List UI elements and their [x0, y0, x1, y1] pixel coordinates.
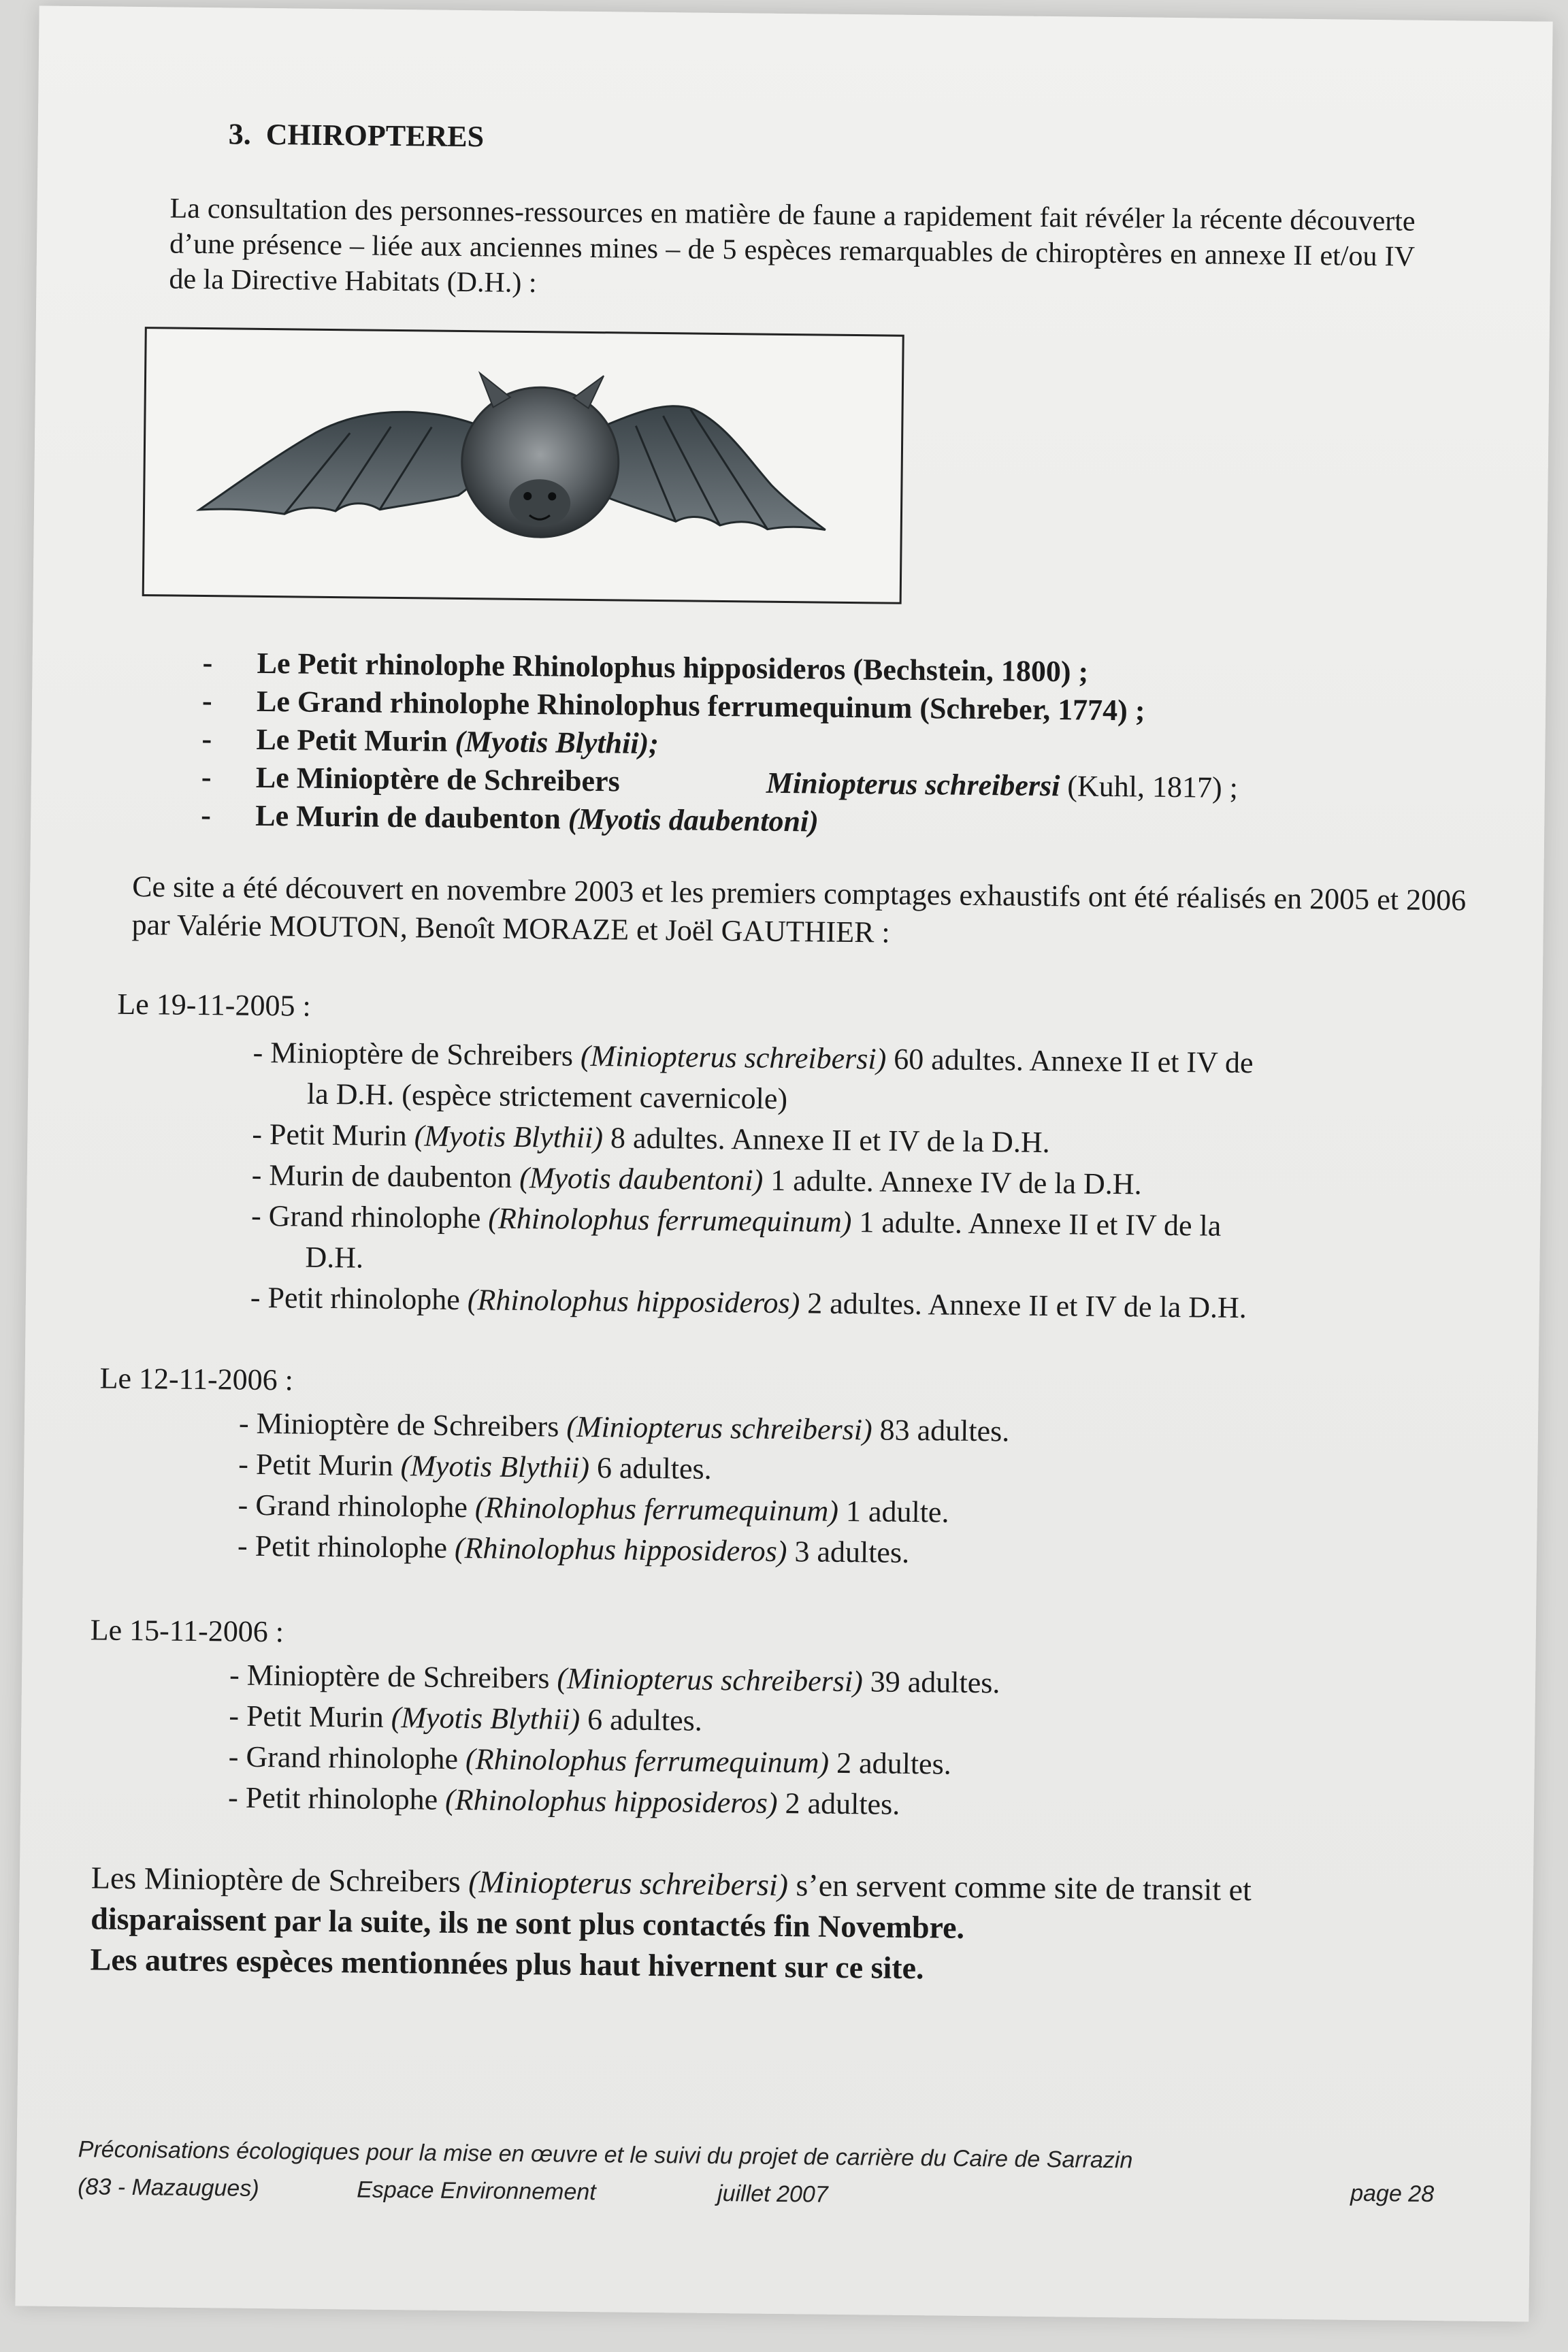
species-latin: Miniopterus schreibersi — [766, 766, 1060, 803]
observation-date: Le 19-11-2005 : — [117, 987, 311, 1023]
list-item: - Minioptère de Schreibers (Miniopterus schreibersi) 60 adultes. Annexe II et IV de — [252, 1035, 1254, 1080]
intro-paragraph: La consultation des personnes-ressources en matière de faune a rapidement fait révéler la récente découverte d’une présence – liée aux anciennes mines – de 5 espèces remarquables de chiroptères en annexe II et/ou IV de la Directive Habitats (D.H.) : — [169, 193, 1416, 299]
bat-illustration — [144, 329, 902, 602]
section-title: CHIROPTERES — [265, 117, 485, 154]
observation-list — [238, 1403, 1464, 1580]
list-item: - Le Minioptère de Schreibers Miniopterus schreibersi (Kuhl, 1817) ; — [201, 758, 1358, 808]
species-common: Le Minioptère de Schreibers — [255, 760, 620, 798]
conclusion-paragraph — [90, 1857, 1486, 1994]
list-item: - Petit rhinolophe (Rhinolophus hipposideros) 2 adultes. Annexe II et IV de la D.H. — [250, 1280, 1247, 1325]
list-item-continuation: D.H. — [305, 1240, 364, 1275]
list-item: - Grand rhinolophe (Rhinolophus ferrumequinum) 1 adulte. — [238, 1488, 949, 1529]
conclusion-line: Les autres espèces mentionnées plus haut hivernent sur ce site. — [90, 1942, 924, 1986]
list-item: - Murin de daubenton (Myotis daubentoni) 1 adulte. Annexe IV de la D.H. — [251, 1158, 1142, 1201]
footer-page-number: page 28 — [1350, 2180, 1435, 2208]
list-item: - Petit Murin (Myotis Blythii) 6 adultes. — [229, 1699, 703, 1737]
list-item: - Petit Murin (Myotis Blythii) 8 adultes. Annexe II et IV de la D.H. — [252, 1117, 1050, 1160]
list-item: - Petit rhinolophe (Rhinolophus hipposideros) 3 adultes. — [237, 1529, 910, 1569]
footer-line1: Préconisations écologiques pour la mise en œuvre et le suivi du projet de carrière du Caire de Sarrazin — [78, 2136, 1133, 2174]
list-item: - Petit rhinolophe (Rhinolophus hipposideros) 2 adultes. — [227, 1780, 900, 1821]
species-latin: Rhinolophus ferrumequinum — [536, 687, 913, 725]
footer-org: Espace Environnement — [356, 2176, 596, 2206]
list-item: - Le Murin de daubenton (Myotis daubentoni) — [201, 798, 819, 838]
observation-list — [250, 1032, 1478, 1331]
species-latin: (Myotis daubentoni) — [568, 802, 819, 838]
list-item: - Petit Murin (Myotis Blythii) 6 adultes. — [238, 1447, 712, 1486]
list-item: - Le Petit rhinolophe Rhinolophus hipposideros (Bechstein, 1800) ; — [202, 646, 1089, 689]
list-item: - Minioptère de Schreibers (Miniopterus schreibersi) 39 adultes. — [229, 1658, 1000, 1700]
conclusion-line: disparaissent par la suite, ils ne sont plus contactés fin Novembre. — [91, 1901, 965, 1945]
discovery-paragraph: Ce site a été découvert en novembre 2003 et les premiers comptages exhaustifs ont été réalisés en 2005 et 2006 par Valérie MOUTON, Benoît MORAZE et Joël GAUTHIER : — [131, 869, 1467, 949]
species-latin: Rhinolophus hipposideros — [512, 649, 846, 686]
list-item: - Le Petit Murin (Myotis Blythii); — [201, 722, 659, 761]
section-number: 3. — [228, 117, 252, 151]
bat-figure — [142, 327, 904, 604]
species-list — [201, 644, 1360, 847]
species-author: (Kuhl, 1817) ; — [1067, 769, 1239, 804]
observation-list — [228, 1655, 1454, 1831]
conclusion-line: Les Minioptère de Schreibers (Miniopterus schreibersi) s’en servent comme site de transit et — [91, 1860, 1252, 1908]
footer-date: juillet 2007 — [717, 2180, 828, 2208]
section-heading — [229, 116, 485, 154]
species-author: (Schreber, 1774) ; — [919, 691, 1145, 728]
list-item: - Grand rhinolophe (Rhinolophus ferrumequinum) 2 adultes. — [228, 1740, 951, 1781]
list-item: - Minioptère de Schreibers (Miniopterus schreibersi) 83 adultes. — [238, 1406, 1010, 1448]
species-common: Le Petit Murin — [256, 722, 448, 758]
species-common: Le Murin de daubenton — [255, 798, 561, 836]
species-common: Le Grand rhinolophe — [256, 684, 530, 721]
list-item: - Grand rhinolophe (Rhinolophus ferrumequinum) 1 adulte. Annexe II et IV de la — [250, 1198, 1222, 1243]
list-item-continuation: la D.H. (espèce strictement cavernicole) — [306, 1077, 788, 1116]
document-page — [15, 5, 1552, 2321]
observation-date: Le 15-11-2006 : — [90, 1613, 284, 1649]
species-author: (Bechstein, 1800) ; — [853, 653, 1089, 689]
observation-date: Le 12-11-2006 : — [99, 1361, 294, 1397]
species-latin: (Myotis Blythii); — [455, 724, 659, 761]
list-item: - Le Grand rhinolophe Rhinolophus ferrumequinum (Schreber, 1774) ; — [201, 684, 1145, 728]
footer-location: (83 - Mazaugues) — [78, 2174, 259, 2202]
species-common: Le Petit rhinolophe — [257, 646, 506, 683]
